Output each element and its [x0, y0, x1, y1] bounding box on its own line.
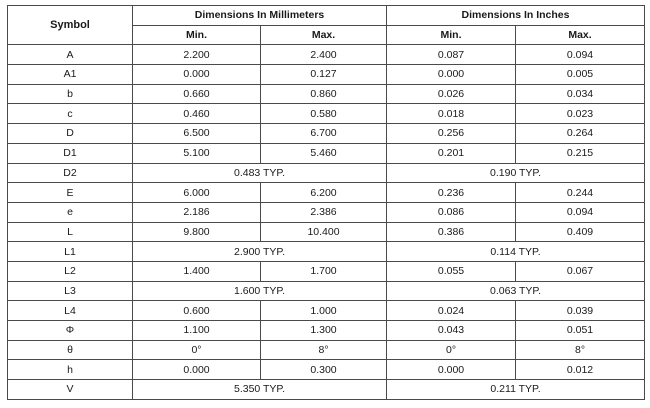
in-min-cell: 0.236	[387, 183, 516, 203]
symbol-cell: D1	[8, 143, 133, 163]
table-header	[8, 6, 645, 45]
mm-typ-cell: 2.900 TYP.	[133, 242, 387, 262]
mm-max-header: Max.	[261, 25, 387, 45]
in-max-cell: 0.094	[516, 45, 645, 65]
in-min-cell: 0.000	[387, 65, 516, 85]
table-row	[8, 202, 645, 222]
mm-min-cell: 5.100	[133, 143, 261, 163]
mm-max-cell: 0.300	[261, 360, 387, 380]
symbol-cell: L2	[8, 261, 133, 281]
mm-min-cell: 9.800	[133, 222, 261, 242]
table-row	[8, 65, 645, 85]
table-row	[8, 222, 645, 242]
table-row	[8, 124, 645, 144]
header-row-groups	[8, 6, 645, 26]
symbol-cell: b	[8, 84, 133, 104]
in-max-cell: 0.034	[516, 84, 645, 104]
table-row	[8, 84, 645, 104]
millimeters-group-header: Dimensions In Millimeters	[133, 6, 387, 26]
table-row	[8, 301, 645, 321]
mm-min-header: Min.	[133, 25, 261, 45]
mm-min-cell: 6.000	[133, 183, 261, 203]
mm-typ-cell: 5.350 TYP.	[133, 380, 387, 400]
in-max-cell: 0.005	[516, 65, 645, 85]
mm-min-cell: 2.186	[133, 202, 261, 222]
mm-max-cell: 0.127	[261, 65, 387, 85]
in-typ-cell: 0.063 TYP.	[387, 281, 645, 301]
symbol-cell: A1	[8, 65, 133, 85]
mm-typ-cell: 0.483 TYP.	[133, 163, 387, 183]
mm-max-cell: 1.700	[261, 261, 387, 281]
symbol-cell: θ	[8, 340, 133, 360]
mm-min-cell: 0.000	[133, 360, 261, 380]
table-row	[8, 143, 645, 163]
symbol-cell: h	[8, 360, 133, 380]
in-max-cell: 0.012	[516, 360, 645, 380]
in-max-cell: 0.039	[516, 301, 645, 321]
mm-max-cell: 1.300	[261, 321, 387, 341]
mm-min-cell: 0.000	[133, 65, 261, 85]
symbol-cell: Φ	[8, 321, 133, 341]
mm-min-cell: 1.100	[133, 321, 261, 341]
mm-max-cell: 2.400	[261, 45, 387, 65]
mm-min-cell: 2.200	[133, 45, 261, 65]
in-min-cell: 0.386	[387, 222, 516, 242]
table-body	[8, 45, 645, 399]
table-row	[8, 340, 645, 360]
table-row	[8, 321, 645, 341]
dimensions-table	[7, 5, 645, 400]
in-typ-cell: 0.211 TYP.	[387, 380, 645, 400]
in-max-cell: 0.094	[516, 202, 645, 222]
mm-min-cell: 1.400	[133, 261, 261, 281]
inches-group-header: Dimensions In Inches	[387, 6, 645, 26]
in-typ-cell: 0.190 TYP.	[387, 163, 645, 183]
mm-min-cell: 6.500	[133, 124, 261, 144]
symbol-header: Symbol	[8, 6, 133, 45]
table-row	[8, 380, 645, 400]
table-row	[8, 183, 645, 203]
symbol-cell: L3	[8, 281, 133, 301]
symbol-cell: V	[8, 380, 133, 400]
in-max-cell: 0.067	[516, 261, 645, 281]
in-max-cell: 0.409	[516, 222, 645, 242]
table-row	[8, 242, 645, 262]
symbol-cell: E	[8, 183, 133, 203]
in-max-cell: 0.264	[516, 124, 645, 144]
mm-max-cell: 5.460	[261, 143, 387, 163]
symbol-cell: L4	[8, 301, 133, 321]
in-min-cell: 0.000	[387, 360, 516, 380]
table-row	[8, 360, 645, 380]
symbol-cell: A	[8, 45, 133, 65]
in-max-header: Max.	[516, 25, 645, 45]
mm-max-cell: 6.200	[261, 183, 387, 203]
table-row	[8, 163, 645, 183]
in-max-cell: 0.023	[516, 104, 645, 124]
symbol-cell: L	[8, 222, 133, 242]
mm-max-cell: 8°	[261, 340, 387, 360]
in-min-cell: 0.256	[387, 124, 516, 144]
in-max-cell: 0.244	[516, 183, 645, 203]
in-min-cell: 0.043	[387, 321, 516, 341]
mm-max-cell: 10.400	[261, 222, 387, 242]
in-min-cell: 0.018	[387, 104, 516, 124]
mm-min-cell: 0.660	[133, 84, 261, 104]
in-min-cell: 0.026	[387, 84, 516, 104]
symbol-cell: D	[8, 124, 133, 144]
table-row	[8, 45, 645, 65]
in-min-cell: 0.201	[387, 143, 516, 163]
table-row	[8, 281, 645, 301]
symbol-cell: L1	[8, 242, 133, 262]
in-typ-cell: 0.114 TYP.	[387, 242, 645, 262]
symbol-cell: D2	[8, 163, 133, 183]
symbol-cell: e	[8, 202, 133, 222]
in-min-cell: 0.086	[387, 202, 516, 222]
in-min-cell: 0.055	[387, 261, 516, 281]
mm-min-cell: 0°	[133, 340, 261, 360]
mm-min-cell: 0.600	[133, 301, 261, 321]
in-max-cell: 0.051	[516, 321, 645, 341]
mm-max-cell: 0.580	[261, 104, 387, 124]
mm-max-cell: 6.700	[261, 124, 387, 144]
table-row	[8, 261, 645, 281]
mm-max-cell: 1.000	[261, 301, 387, 321]
mm-max-cell: 0.860	[261, 84, 387, 104]
in-max-cell: 8°	[516, 340, 645, 360]
in-min-cell: 0°	[387, 340, 516, 360]
mm-max-cell: 2.386	[261, 202, 387, 222]
in-min-header: Min.	[387, 25, 516, 45]
mm-min-cell: 0.460	[133, 104, 261, 124]
table-row	[8, 104, 645, 124]
in-min-cell: 0.087	[387, 45, 516, 65]
in-max-cell: 0.215	[516, 143, 645, 163]
mm-typ-cell: 1.600 TYP.	[133, 281, 387, 301]
symbol-cell: c	[8, 104, 133, 124]
in-min-cell: 0.024	[387, 301, 516, 321]
